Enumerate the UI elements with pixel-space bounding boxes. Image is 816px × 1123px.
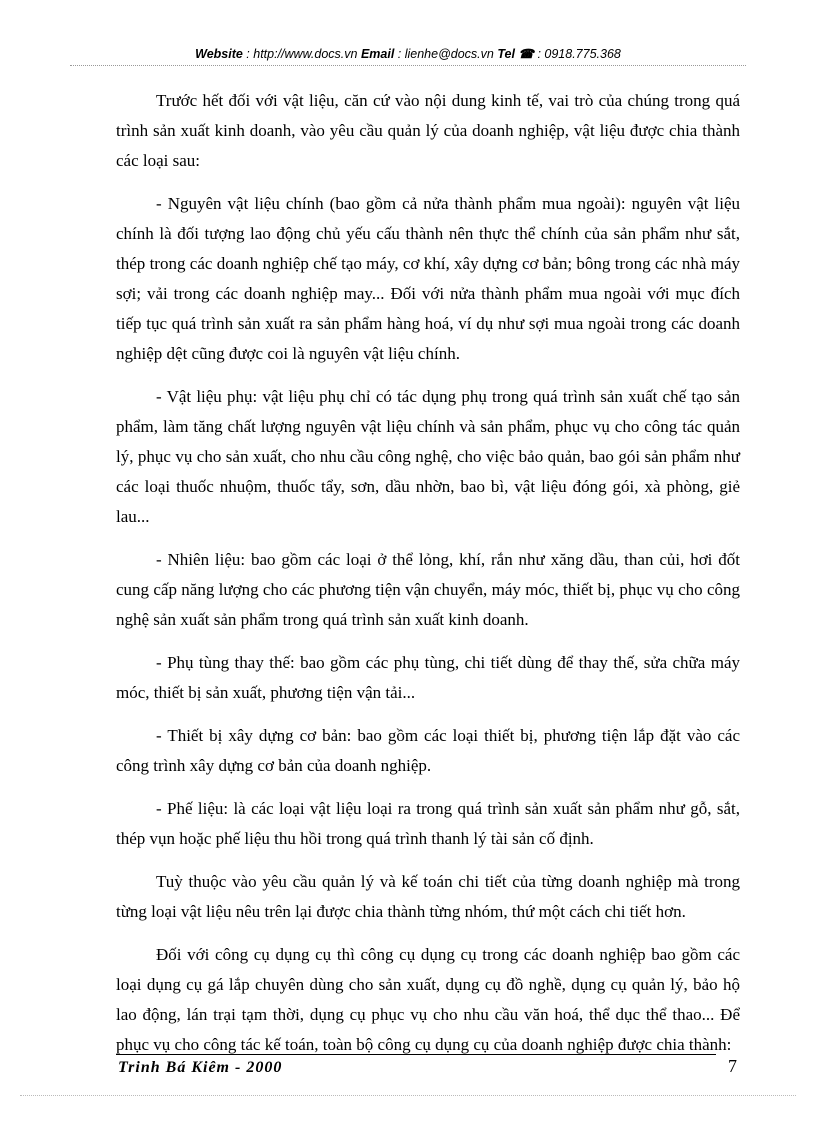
paragraph-main-materials: - Nguyên vật liệu chính (bao gồm cả nửa thành phẩm mua ngoài): nguyên vật liệu chính là đối tượng lao động chủ yếu cấu thành nên thực thể chính của sản phẩm như sắt, thép trong các doanh nghiệp chế tạo máy, cơ khí, xây dựng cơ bản; bông trong các nhà máy sợi; vải trong các doanh nghiệp may... Đối với nửa thành phẩm mua ngoài với mục đích tiếp tục quá trình sản xuất ra sản phẩm hàng hoá, ví dụ như sợi mua ngoài trong các doanh nghiệp dệt cũng được coi là nguyên vật liệu chính. bbox=[116, 194, 740, 363]
email-value: : lienhe@docs.vn bbox=[394, 47, 498, 61]
footer-divider bbox=[116, 1054, 716, 1055]
page-header bbox=[0, 46, 816, 61]
page-bottom-border bbox=[20, 1095, 796, 1096]
website-label: Website bbox=[195, 47, 243, 61]
paragraph-tools: Đối với công cụ dụng cụ thì công cụ dụng cụ trong các doanh nghiệp bao gồm các loại dụng cụ gá lắp chuyên dùng cho sản xuất, dụng cụ đồ nghề, dụng cụ quản lý, bảo hộ lao động, lán trại tạm thời, dụng cụ phục vụ cho nhu cầu văn hoá, thể dục thể thao... Để phục vụ cho công tác kế toán, toàn bộ công cụ dụng cụ của doanh nghiệp được chia thành: bbox=[116, 945, 740, 1054]
paragraph-spare-parts: - Phụ tùng thay thế: bao gồm các phụ tùng, chi tiết dùng để thay thế, sửa chữa máy móc, thiết bị sản xuất, phương tiện vận tải... bbox=[116, 653, 740, 702]
website-value: : http://www.docs.vn bbox=[242, 47, 361, 61]
paragraph-fuel: - Nhiên liệu: bao gồm các loại ở thể lỏng, khí, rắn như xăng dầu, than củi, hơi đốt cung cấp năng lượng cho các phương tiện vận chuyển, máy móc, thiết bị, phục vụ cho công nghệ sản xuất sản phẩm trong quá trình sản xuất kinh doanh. bbox=[116, 550, 740, 629]
paragraph-construction-equipment: - Thiết bị xây dựng cơ bản: bao gồm các loại thiết bị, phương tiện lắp đặt vào các công trình xây dựng cơ bản của doanh nghiệp. bbox=[116, 726, 740, 775]
email-label: Email bbox=[360, 47, 395, 61]
tel-label: Tel ☎ bbox=[497, 47, 534, 61]
page-number: 7 bbox=[728, 1056, 737, 1076]
document-body bbox=[116, 86, 740, 1073]
tel-value: : 0918.775.368 bbox=[533, 47, 621, 61]
footer-author: Trinh Bá Kiêm - 2000 bbox=[118, 1059, 283, 1076]
paragraph-intro: Trước hết đối với vật liệu, căn cứ vào nội dung kinh tế, vai trò của chúng trong quá trình sản xuất kinh doanh, vào yêu cầu quản lý của doanh nghiệp, vật liệu được chia thành các loại sau: bbox=[116, 91, 740, 170]
paragraph-auxiliary-materials: - Vật liệu phụ: vật liệu phụ chỉ có tác dụng phụ trong quá trình sản xuất chế tạo sản phẩm, làm tăng chất lượng nguyên vật liệu chính và sản phẩm, phục vụ cho công tác quản lý, phục vụ cho sản xuất, cho nhu cầu công nghệ, cho việc bảo quản, bao gói sản phẩm như các loại thuốc nhuộm, thuốc tẩy, sơn, dầu nhờn, bao bì, vật liệu đóng gói, xà phòng, giẻ lau... bbox=[116, 387, 740, 526]
header-divider bbox=[70, 65, 746, 66]
paragraph-detail-classification: Tuỳ thuộc vào yêu cầu quản lý và kế toán chi tiết của từng doanh nghiệp mà trong từng loại vật liệu nêu trên lại được chia thành từng nhóm, thứ một cách chi tiết hơn. bbox=[116, 872, 740, 921]
paragraph-scrap: - Phế liệu: là các loại vật liệu loại ra trong quá trình sản xuất sản phẩm như gỗ, sắt, thép vụn hoặc phế liệu thu hồi trong quá trình thanh lý tài sản cố định. bbox=[116, 799, 740, 848]
